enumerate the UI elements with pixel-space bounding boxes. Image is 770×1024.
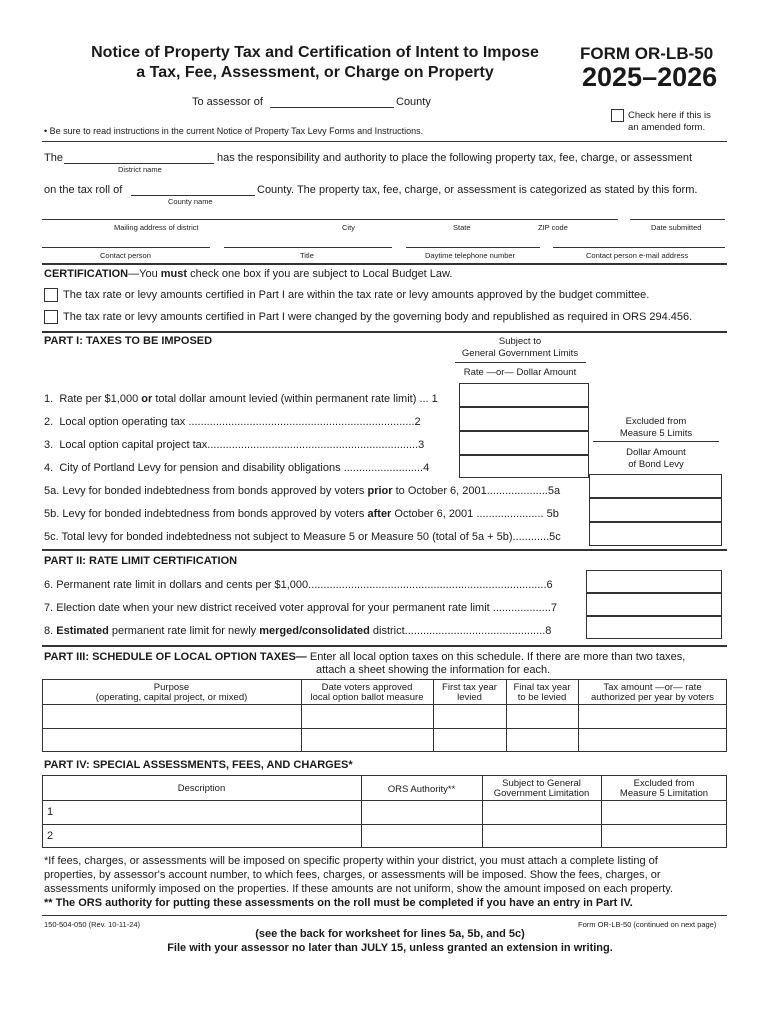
part2-line8 xyxy=(44,625,551,637)
sa-row1-input[interactable] xyxy=(56,801,726,823)
line2-num: 2. xyxy=(44,416,54,428)
line5b-input[interactable] xyxy=(589,498,722,522)
bond-line1: Dollar Amount xyxy=(626,447,686,458)
part2-divider xyxy=(42,549,727,551)
city-label: City xyxy=(342,223,355,232)
part3-rest1: Enter all local option taxes on this schedule. If there are more than two taxes, xyxy=(306,651,686,663)
part1-line4 xyxy=(44,462,429,474)
lo-col-final2: to be levied xyxy=(517,692,567,703)
worksheet-note: (see the back for worksheet for lines 5a, 5b, and 5c) xyxy=(255,928,525,940)
footnote1-line3: assessments uniformly imposed on the properties. If these amounts are not uniform, show the amount imposed on each property. xyxy=(44,883,673,895)
district-name-field[interactable] xyxy=(64,163,214,164)
amended-label-line1: Check here if this is xyxy=(628,110,711,121)
bond-line2: of Bond Levy xyxy=(628,459,684,470)
line2-input[interactable] xyxy=(459,407,589,431)
line4-input[interactable] xyxy=(459,455,589,478)
form-number: 150-504-050 (Rev. 10-11-24) xyxy=(44,920,141,929)
line5b-post: October 6, 2001 ...................... 5b xyxy=(391,508,559,520)
tax-roll-prefix: on the tax roll of xyxy=(44,184,123,196)
line5a-post: to October 6, 2001....................5a xyxy=(392,485,561,497)
part1-line5b xyxy=(44,508,559,520)
line8-input[interactable] xyxy=(586,616,722,639)
lo-col-date1: Date voters approved xyxy=(321,682,413,693)
lo-col-first2: levied xyxy=(457,692,482,703)
line5c-input[interactable] xyxy=(589,522,722,546)
part3-title: PART III: SCHEDULE OF LOCAL OPTION TAXES— xyxy=(44,651,307,663)
assessor-county-field[interactable] xyxy=(270,107,394,108)
assessor-suffix: County xyxy=(396,96,431,108)
deadline-note: File with your assessor no later than JULY 15, unless granted an extension in writing. xyxy=(167,942,613,954)
line5b-after: after xyxy=(367,508,392,520)
title-label: Title xyxy=(300,251,314,260)
line4-num: 4. xyxy=(44,462,54,474)
cert-option2-text: The tax rate or levy amounts certified in Part I were changed by the governing body and republished as required in ORS 294.456. xyxy=(63,311,693,323)
assessor-prefix: To assessor of xyxy=(192,96,263,108)
part3-rest2: attach a sheet showing the information for each. xyxy=(316,664,551,676)
line8-merged: merged/consolidated xyxy=(259,625,370,637)
sa-row2-num: 2 xyxy=(47,830,54,842)
part1-divider xyxy=(42,331,727,333)
footnote1-line1: *If fees, charges, or assessments will be imposed on specific property within your district, you must attach a complete listing of xyxy=(44,855,658,867)
part1-subject-line2: General Government Limits xyxy=(461,348,579,359)
line6-input[interactable] xyxy=(586,570,722,593)
cert-divider xyxy=(42,263,727,265)
line7-input[interactable] xyxy=(586,593,722,616)
part1-line3 xyxy=(44,439,424,451)
footnote2: ** The ORS authority for putting these assessments on the roll must be completed if you have an entry in Part IV. xyxy=(44,897,633,909)
sa-col-excluded1: Excluded from xyxy=(633,778,695,789)
district-name-label: District name xyxy=(118,165,162,174)
lo-row1-input[interactable] xyxy=(43,705,726,727)
line1-input[interactable] xyxy=(459,383,589,407)
part2-line7: 7. Election date when your new district received voter approval for your permanent rate limit ...................7 xyxy=(44,602,557,614)
part3-heading xyxy=(44,651,685,663)
line5b-pre: 5b. Levy for bonded indebtedness from bonds approved by voters xyxy=(44,508,368,520)
lo-col-amount1: Tax amount —or— rate xyxy=(603,682,702,693)
part1-subject-line1: Subject to xyxy=(498,336,542,347)
excluded-line2: Measure 5 Limits xyxy=(619,428,693,439)
form-id: FORM OR-LB-50 xyxy=(580,44,714,63)
title-field[interactable] xyxy=(224,247,392,248)
lo-row2-input[interactable] xyxy=(43,729,726,751)
mailing-label: Mailing address of district xyxy=(114,223,199,232)
part1-line1 xyxy=(44,393,438,405)
amended-checkbox[interactable] xyxy=(611,109,624,122)
county-name-label: County name xyxy=(168,197,213,206)
line8-post: district..............................................8 xyxy=(369,625,552,637)
line5a-input[interactable] xyxy=(589,474,722,498)
rate-or-amount-label: Rate —or— Dollar Amount xyxy=(463,367,577,378)
line3-input[interactable] xyxy=(459,431,589,455)
county-name-field[interactable] xyxy=(131,195,255,196)
tax-roll-suffix: County. The property tax, fee, charge, or assessment is categorized as stated by this form. xyxy=(257,184,698,196)
footer-divider xyxy=(42,915,727,916)
cert-option1-checkbox[interactable] xyxy=(44,288,58,302)
lo-col-date2: local option ballot measure xyxy=(310,692,424,703)
sa-row2-input[interactable] xyxy=(56,825,726,847)
email-label: Contact person e-mail address xyxy=(586,251,689,260)
zip-label: ZIP code xyxy=(538,223,568,232)
line8-num: 8. xyxy=(44,625,57,637)
date-submitted-field[interactable] xyxy=(630,219,725,220)
line1-or: or xyxy=(141,393,153,405)
mailing-address-field[interactable] xyxy=(42,219,618,220)
excluded-underline xyxy=(593,441,719,442)
line2-text: Local option operating tax ..........................................................................2 xyxy=(59,416,421,428)
part4-heading: PART IV: SPECIAL ASSESSMENTS, FEES, AND CHARGES* xyxy=(44,759,353,771)
line1-num: 1. xyxy=(44,393,54,405)
phone-field[interactable] xyxy=(406,247,540,248)
instructions-note: • Be sure to read instructions in the current Notice of Property Tax Levy Forms and Instructions. xyxy=(44,126,424,136)
part2-line6: 6. Permanent rate limit in dollars and cents per $1,000..............................................................................6 xyxy=(44,579,553,591)
header-divider xyxy=(42,141,727,142)
part1-line5a xyxy=(44,485,560,497)
form-title-line2: a Tax, Fee, Assessment, or Charge on Property xyxy=(136,64,494,81)
certification-must: must xyxy=(160,268,188,280)
lo-col-purpose1: Purpose xyxy=(153,682,190,693)
amended-label-line2: an amended form. xyxy=(628,122,706,133)
certification-dash: —You xyxy=(128,268,161,280)
line4-text: City of Portland Levy for pension and disability obligations ..........................4 xyxy=(59,462,430,474)
phone-label: Daytime telephone number xyxy=(425,251,516,260)
continued-note: Form OR-LB-50 (continued on next page) xyxy=(578,920,717,929)
sa-col-ors: ORS Authority** xyxy=(387,784,456,795)
line1-text: Rate per $1,000 xyxy=(59,393,142,405)
line3-num: 3. xyxy=(44,439,54,451)
line1-rest: total dollar amount levied (within permanent rate limit) ... 1 xyxy=(152,393,438,405)
sa-col-desc: Description xyxy=(177,783,226,794)
the-label: The xyxy=(44,152,63,164)
responsibility-text: has the responsibility and authority to place the following property tax, fee, charge, or assessment xyxy=(217,152,693,164)
part1-line5c: 5c. Total levy for bonded indebtedness not subject to Measure 5 or Measure 50 (total of 5a + 5b)............5c xyxy=(44,531,561,543)
email-field[interactable] xyxy=(553,247,725,248)
state-label: State xyxy=(453,223,471,232)
cert-option1-text: The tax rate or levy amounts certified in Part I are within the tax rate or levy amounts approved by the budget committee. xyxy=(63,289,650,301)
part3-divider xyxy=(42,645,727,647)
certification-title: CERTIFICATION xyxy=(44,268,129,280)
date-label: Date submitted xyxy=(651,223,702,232)
line5a-prior: prior xyxy=(367,485,393,497)
contact-person-field[interactable] xyxy=(42,247,210,248)
cert-option2-checkbox[interactable] xyxy=(44,310,58,324)
form-title-line1: Notice of Property Tax and Certification of Intent to Impose xyxy=(91,44,539,61)
sa-row1-num: 1 xyxy=(47,806,54,818)
part1-line2 xyxy=(44,416,421,428)
lo-col-final1: Final tax year xyxy=(513,682,571,693)
lo-col-purpose2: (operating, capital project, or mixed) xyxy=(95,692,248,703)
contact-label: Contact person xyxy=(100,251,151,260)
excluded-line1: Excluded from xyxy=(625,416,687,427)
sa-col-subject2: Government Limitation xyxy=(493,788,590,799)
lo-col-first1: First tax year xyxy=(442,682,497,693)
part2-heading: PART II: RATE LIMIT CERTIFICATION xyxy=(44,555,238,567)
sa-col-excluded2: Measure 5 Limitation xyxy=(619,788,709,799)
line8-estimated: Estimated xyxy=(56,625,109,637)
form-year: 2025–2026 xyxy=(582,62,718,92)
part1-heading: PART I: TAXES TO BE IMPOSED xyxy=(44,335,213,347)
subject-underline xyxy=(455,362,586,363)
line8-mid: permanent rate limit for newly xyxy=(108,625,260,637)
sa-col-subject1: Subject to General xyxy=(502,778,581,789)
line5a-pre: 5a. Levy for bonded indebtedness from bonds approved by voters xyxy=(44,485,368,497)
certification-rest: check one box if you are subject to Local Budget Law. xyxy=(187,268,453,280)
certification-heading xyxy=(44,268,452,280)
lo-col-amount2: authorized per year by voters xyxy=(590,692,715,703)
footnote1-line2: properties, by assessor's account number, to which fees, charges, or assessments will be imposed. Show the fees, charges, or xyxy=(44,869,661,881)
line3-text: Local option capital project tax.....................................................................3 xyxy=(59,439,425,451)
